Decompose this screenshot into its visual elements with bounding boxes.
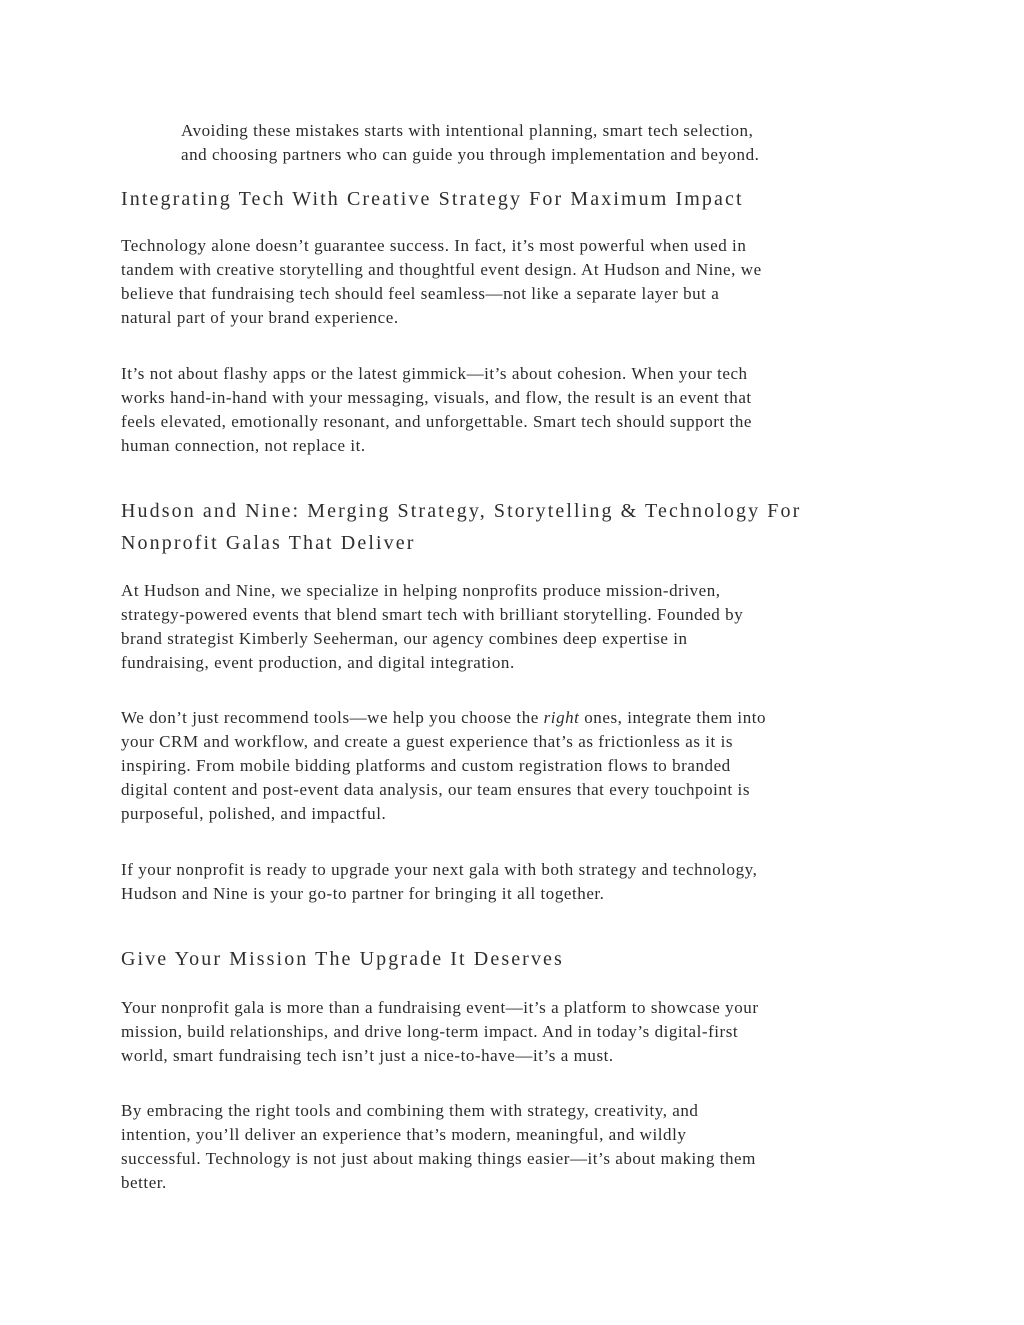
text-line: your CRM and workflow, and create a guest experience that’s as frictionless as it is — [121, 732, 734, 751]
text-line: mission, build relationships, and drive long-term impact. And in today’s digital-first — [121, 1022, 739, 1041]
text-line: intention, you’ll deliver an experience that’s modern, meaningful, and wildly — [121, 1125, 687, 1144]
text-line: At Hudson and Nine, we specialize in helping nonprofits produce mission-driven, — [121, 581, 721, 600]
text-line: digital content and post-event data analysis, our team ensures that every touchpoint is — [121, 780, 750, 799]
text-line: better. — [121, 1173, 167, 1192]
text-line: world, smart fundraising tech isn’t just a nice-to-have—it’s a must. — [121, 1046, 614, 1065]
text-line: If your nonprofit is ready to upgrade your next gala with both strategy and technology, — [121, 860, 758, 879]
section1-paragraph-2 — [121, 362, 921, 458]
section-heading-tech-strategy: Integrating Tech With Creative Strategy For Maximum Impact — [121, 188, 744, 210]
text-line: Technology alone doesn’t guarantee success. In fact, it’s most powerful when used in — [121, 236, 747, 255]
text-line: works hand-in-hand with your messaging, visuals, and flow, the result is an event that — [121, 388, 752, 407]
text-line: By embracing the right tools and combining them with strategy, creativity, and — [121, 1101, 699, 1120]
section2-paragraph-2 — [121, 706, 921, 826]
text-line: natural part of your brand experience. — [121, 308, 399, 327]
text-line: inspiring. From mobile bidding platforms and custom registration flows to branded — [121, 756, 731, 775]
section3-paragraph-1 — [121, 996, 921, 1068]
text-line: Hudson and Nine is your go-to partner for bringing it all together. — [121, 884, 605, 903]
text-line: strategy-powered events that blend smart tech with brilliant storytelling. Founded by — [121, 605, 744, 624]
text-line: feels elevated, emotionally resonant, and unforgettable. Smart tech should support the — [121, 412, 752, 431]
text-line: and choosing partners who can guide you through implementation and beyond. — [181, 145, 760, 164]
section2-paragraph-1 — [121, 579, 921, 675]
heading-line: Nonprofit Galas That Deliver — [121, 532, 416, 554]
text-line: fundraising, event production, and digital integration. — [121, 653, 515, 672]
heading-line: Hudson and Nine: Merging Strategy, Storytelling & Technology For — [121, 500, 802, 522]
section-heading-give-your-mission: Give Your Mission The Upgrade It Deserves — [121, 948, 564, 970]
text-line: It’s not about flashy apps or the latest gimmick—it’s about cohesion. When your tech — [121, 364, 748, 383]
emphasis-text: right — [543, 708, 580, 727]
section-heading-hudson-and-nine — [121, 495, 911, 559]
intro-paragraph — [181, 119, 901, 167]
text-line — [121, 706, 921, 730]
section1-paragraph-1 — [121, 234, 921, 330]
section3-paragraph-2 — [121, 1099, 921, 1195]
text-line: Your nonprofit gala is more than a fundraising event—it’s a platform to showcase your — [121, 998, 759, 1017]
section2-paragraph-3 — [121, 858, 921, 906]
text-run: ones, integrate them into — [579, 708, 767, 727]
text-line: believe that fundraising tech should feel seamless—not like a separate layer but a — [121, 284, 720, 303]
text-line: purposeful, polished, and impactful. — [121, 804, 387, 823]
text-line: tandem with creative storytelling and thoughtful event design. At Hudson and Nine, we — [121, 260, 762, 279]
text-run: We don’t just recommend tools—we help you choose the — [121, 708, 544, 727]
text-line: Avoiding these mistakes starts with intentional planning, smart tech selection, — [181, 121, 754, 140]
text-line: human connection, not replace it. — [121, 436, 366, 455]
text-line: brand strategist Kimberly Seeherman, our agency combines deep expertise in — [121, 629, 688, 648]
text-line: successful. Technology is not just about making things easier—it’s about making them — [121, 1149, 756, 1168]
